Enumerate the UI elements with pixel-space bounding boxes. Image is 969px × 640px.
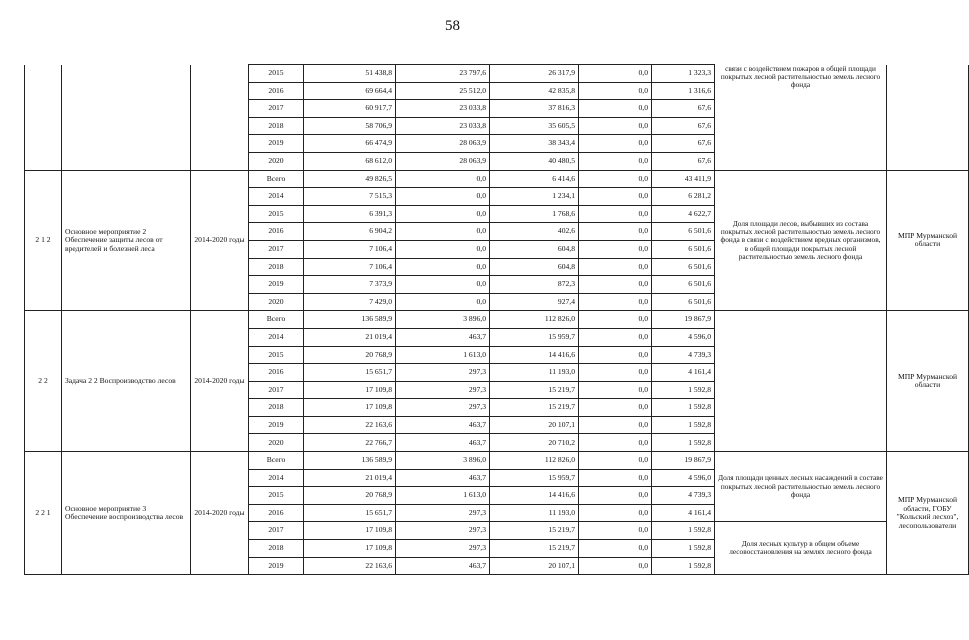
cell-reg: 15 959,7: [490, 469, 579, 487]
cell-total: 51 438,8: [304, 65, 396, 83]
cell-loc: 0,0: [579, 117, 652, 135]
cell-total: 17 109,8: [304, 540, 396, 558]
cell-fed: 463,7: [396, 328, 490, 346]
cell-fed: 463,7: [396, 469, 490, 487]
cell-year: 2017: [249, 522, 304, 540]
cell-other: 19 867,9: [652, 452, 715, 470]
cell-loc: 0,0: [579, 487, 652, 505]
cell-other: 1 592,8: [652, 416, 715, 434]
cell-loc: 0,0: [579, 311, 652, 329]
cell-fed: 297,3: [396, 540, 490, 558]
cell-year: 2014: [249, 469, 304, 487]
cell-total: 69 664,4: [304, 82, 396, 100]
cell-reg: 35 605,5: [490, 117, 579, 135]
indicator-text: Доля площади лесов, выбывших из состава покрытых лесной растительностью земель лесного фонда в связи с воздействием вредных организмов, в общей площади покрытых лесной растительностью земель лесного фонда: [720, 219, 881, 261]
section-title: [62, 65, 191, 171]
cell-total: 68 612,0: [304, 152, 396, 170]
cell-year: 2017: [249, 381, 304, 399]
cell-other: 19 867,9: [652, 311, 715, 329]
cell-year: 2017: [249, 240, 304, 258]
cell-loc: 0,0: [579, 328, 652, 346]
cell-total: 58 706,9: [304, 117, 396, 135]
indicator-cell: [715, 452, 887, 522]
cell-other: 67,6: [652, 117, 715, 135]
cell-fed: 1 613,0: [396, 346, 490, 364]
cell-total: 136 589,9: [304, 311, 396, 329]
cell-year: 2016: [249, 364, 304, 382]
cell-other: 6 501,6: [652, 258, 715, 276]
cell-fed: 0,0: [396, 240, 490, 258]
section-code: 2 2: [25, 311, 62, 452]
cell-fed: 297,3: [396, 364, 490, 382]
indicator-text: Доля площади ценных лесных насаждений в составе покрытых лесной растительностью земель лесного фонда: [718, 473, 883, 499]
cell-other: 43 411,9: [652, 170, 715, 188]
cell-other: 4 596,0: [652, 469, 715, 487]
cell-total: 15 651,7: [304, 364, 396, 382]
cell-year: Всего: [249, 452, 304, 470]
cell-other: 67,6: [652, 100, 715, 118]
cell-total: 17 109,8: [304, 522, 396, 540]
cell-fed: 463,7: [396, 416, 490, 434]
cell-year: 2017: [249, 100, 304, 118]
cell-other: 1 592,8: [652, 381, 715, 399]
cell-reg: 14 416,6: [490, 487, 579, 505]
cell-year: 2020: [249, 434, 304, 452]
cell-year: 2019: [249, 135, 304, 153]
section-period: [191, 65, 249, 171]
table-row: [25, 65, 969, 83]
cell-fed: 0,0: [396, 170, 490, 188]
cell-loc: 0,0: [579, 452, 652, 470]
cell-fed: 25 512,0: [396, 82, 490, 100]
cell-other: 4 739,3: [652, 487, 715, 505]
executor-cell: МПР Мурманской области: [887, 170, 969, 311]
cell-loc: 0,0: [579, 65, 652, 83]
cell-total: 7 515,3: [304, 188, 396, 206]
cell-year: 2019: [249, 276, 304, 294]
cell-total: 60 917,7: [304, 100, 396, 118]
cell-reg: 604,8: [490, 240, 579, 258]
cell-loc: 0,0: [579, 346, 652, 364]
page-number: 58: [445, 18, 460, 34]
indicator-text: связи с воздействием пожаров в общей площади покрытых лесной растительностью земель лесного фонда: [720, 63, 881, 89]
cell-year: 2015: [249, 346, 304, 364]
cell-fed: 297,3: [396, 381, 490, 399]
cell-reg: 15 959,7: [490, 328, 579, 346]
cell-loc: 0,0: [579, 100, 652, 118]
cell-reg: 15 219,7: [490, 399, 579, 417]
executor-cell: [887, 65, 969, 171]
cell-other: 6 501,6: [652, 276, 715, 294]
section-period: 2014-2020 годы: [191, 452, 249, 575]
cell-reg: 15 219,7: [490, 381, 579, 399]
cell-fed: 463,7: [396, 434, 490, 452]
cell-year: 2020: [249, 152, 304, 170]
cell-total: 21 019,4: [304, 469, 396, 487]
cell-loc: 0,0: [579, 364, 652, 382]
cell-reg: 38 343,4: [490, 135, 579, 153]
section-title: Задача 2 2 Воспроизводство лесов: [62, 311, 191, 452]
cell-other: 1 316,6: [652, 82, 715, 100]
cell-reg: 20 107,1: [490, 416, 579, 434]
cell-year: 2016: [249, 223, 304, 241]
cell-fed: 297,3: [396, 504, 490, 522]
cell-total: 66 474,9: [304, 135, 396, 153]
cell-reg: 15 219,7: [490, 522, 579, 540]
cell-fed: 297,3: [396, 399, 490, 417]
cell-loc: 0,0: [579, 399, 652, 417]
cell-other: 1 592,8: [652, 522, 715, 540]
section-code: 2 1 2: [25, 170, 62, 311]
cell-total: 22 163,6: [304, 557, 396, 575]
section-code: 2 2 1: [25, 452, 62, 575]
cell-other: 6 501,6: [652, 293, 715, 311]
cell-reg: 14 416,6: [490, 346, 579, 364]
cell-reg: 112 826,0: [490, 311, 579, 329]
cell-year: 2016: [249, 82, 304, 100]
cell-other: 6 281,2: [652, 188, 715, 206]
cell-loc: 0,0: [579, 223, 652, 241]
cell-total: 49 826,5: [304, 170, 396, 188]
cell-loc: 0,0: [579, 82, 652, 100]
cell-year: 2018: [249, 399, 304, 417]
cell-loc: 0,0: [579, 469, 652, 487]
cell-year: Всего: [249, 311, 304, 329]
table-row: [25, 452, 969, 470]
executor-cell: МПР Мурманской области, ГОБУ "Кольский лесхоз", лесопользователи: [887, 452, 969, 575]
indicator-cell: [715, 65, 887, 171]
cell-reg: 1 768,6: [490, 205, 579, 223]
cell-year: 2018: [249, 540, 304, 558]
cell-total: 6 904,2: [304, 223, 396, 241]
section-title: Основное мероприятие 3 Обеспечение воспроизводства лесов: [62, 452, 191, 575]
cell-reg: 112 826,0: [490, 452, 579, 470]
executor-cell: МПР Мурманской области: [887, 311, 969, 452]
cell-reg: 37 816,3: [490, 100, 579, 118]
cell-loc: 0,0: [579, 188, 652, 206]
cell-fed: 0,0: [396, 276, 490, 294]
cell-fed: 28 063,9: [396, 135, 490, 153]
cell-fed: 3 896,0: [396, 311, 490, 329]
cell-year: 2019: [249, 557, 304, 575]
cell-reg: 872,3: [490, 276, 579, 294]
cell-total: 7 429,0: [304, 293, 396, 311]
cell-total: 22 766,7: [304, 434, 396, 452]
cell-fed: 0,0: [396, 223, 490, 241]
table-row: [25, 311, 969, 329]
cell-year: 2019: [249, 416, 304, 434]
cell-loc: 0,0: [579, 258, 652, 276]
cell-year: 2015: [249, 65, 304, 83]
cell-total: 6 391,3: [304, 205, 396, 223]
cell-total: 7 106,4: [304, 258, 396, 276]
cell-other: 67,6: [652, 135, 715, 153]
cell-loc: 0,0: [579, 522, 652, 540]
cell-other: 67,6: [652, 152, 715, 170]
cell-other: 1 592,8: [652, 399, 715, 417]
cell-other: 1 592,8: [652, 540, 715, 558]
section-code: [25, 65, 62, 171]
cell-year: 2015: [249, 487, 304, 505]
forestry-program-table: [24, 64, 969, 575]
cell-loc: 0,0: [579, 170, 652, 188]
indicator-secondary-cell: Доля лесных культур в общем объеме лесовосстановления на землях лесного фонда: [715, 522, 887, 575]
cell-reg: 1 234,1: [490, 188, 579, 206]
cell-total: 7 373,9: [304, 276, 396, 294]
cell-other: 4 161,4: [652, 364, 715, 382]
cell-other: 4 161,4: [652, 504, 715, 522]
cell-reg: 6 414,6: [490, 170, 579, 188]
cell-loc: 0,0: [579, 135, 652, 153]
cell-reg: 402,6: [490, 223, 579, 241]
indicator-cell: [715, 311, 887, 452]
cell-reg: 604,8: [490, 258, 579, 276]
cell-total: 17 109,8: [304, 381, 396, 399]
cell-year: 2020: [249, 293, 304, 311]
cell-year: 2018: [249, 258, 304, 276]
cell-fed: 3 896,0: [396, 452, 490, 470]
cell-fed: 1 613,0: [396, 487, 490, 505]
cell-total: 20 768,9: [304, 487, 396, 505]
cell-fed: 0,0: [396, 188, 490, 206]
cell-other: 6 501,6: [652, 223, 715, 241]
table-row: [25, 170, 969, 188]
cell-reg: 20 710,2: [490, 434, 579, 452]
cell-loc: 0,0: [579, 152, 652, 170]
cell-fed: 23 033,8: [396, 117, 490, 135]
cell-year: 2015: [249, 205, 304, 223]
cell-other: 4 596,0: [652, 328, 715, 346]
cell-loc: 0,0: [579, 540, 652, 558]
cell-total: 7 106,4: [304, 240, 396, 258]
cell-total: 17 109,8: [304, 399, 396, 417]
cell-reg: 20 107,1: [490, 557, 579, 575]
cell-loc: 0,0: [579, 416, 652, 434]
indicator-cell: [715, 170, 887, 311]
cell-other: 4 739,3: [652, 346, 715, 364]
section-period: 2014-2020 годы: [191, 311, 249, 452]
cell-loc: 0,0: [579, 276, 652, 294]
cell-total: 136 589,9: [304, 452, 396, 470]
cell-reg: 11 193,0: [490, 504, 579, 522]
cell-total: 15 651,7: [304, 504, 396, 522]
cell-year: Всего: [249, 170, 304, 188]
cell-other: 4 622,7: [652, 205, 715, 223]
cell-fed: 28 063,9: [396, 152, 490, 170]
cell-loc: 0,0: [579, 434, 652, 452]
cell-loc: 0,0: [579, 240, 652, 258]
cell-reg: 15 219,7: [490, 540, 579, 558]
cell-fed: 463,7: [396, 557, 490, 575]
section-title: Основное мероприятие 2 Обеспечение защиты лесов от вредителей и болезней леса: [62, 170, 191, 311]
cell-fed: 0,0: [396, 258, 490, 276]
cell-total: 21 019,4: [304, 328, 396, 346]
cell-other: 1 592,8: [652, 434, 715, 452]
cell-loc: 0,0: [579, 557, 652, 575]
cell-year: 2014: [249, 188, 304, 206]
cell-other: 1 592,8: [652, 557, 715, 575]
cell-other: 1 323,3: [652, 65, 715, 83]
cell-total: 22 163,6: [304, 416, 396, 434]
cell-other: 6 501,6: [652, 240, 715, 258]
cell-loc: 0,0: [579, 293, 652, 311]
cell-reg: 927,4: [490, 293, 579, 311]
cell-fed: 23 033,8: [396, 100, 490, 118]
cell-loc: 0,0: [579, 504, 652, 522]
cell-reg: 40 480,5: [490, 152, 579, 170]
cell-loc: 0,0: [579, 381, 652, 399]
cell-total: 20 768,9: [304, 346, 396, 364]
cell-reg: 11 193,0: [490, 364, 579, 382]
cell-fed: 0,0: [396, 205, 490, 223]
cell-fed: 23 797,6: [396, 65, 490, 83]
cell-fed: 297,3: [396, 522, 490, 540]
cell-reg: 42 835,8: [490, 82, 579, 100]
cell-loc: 0,0: [579, 205, 652, 223]
cell-year: 2018: [249, 117, 304, 135]
cell-reg: 26 317,9: [490, 65, 579, 83]
cell-year: 2014: [249, 328, 304, 346]
section-period: 2014-2020 годы: [191, 170, 249, 311]
cell-year: 2016: [249, 504, 304, 522]
cell-fed: 0,0: [396, 293, 490, 311]
